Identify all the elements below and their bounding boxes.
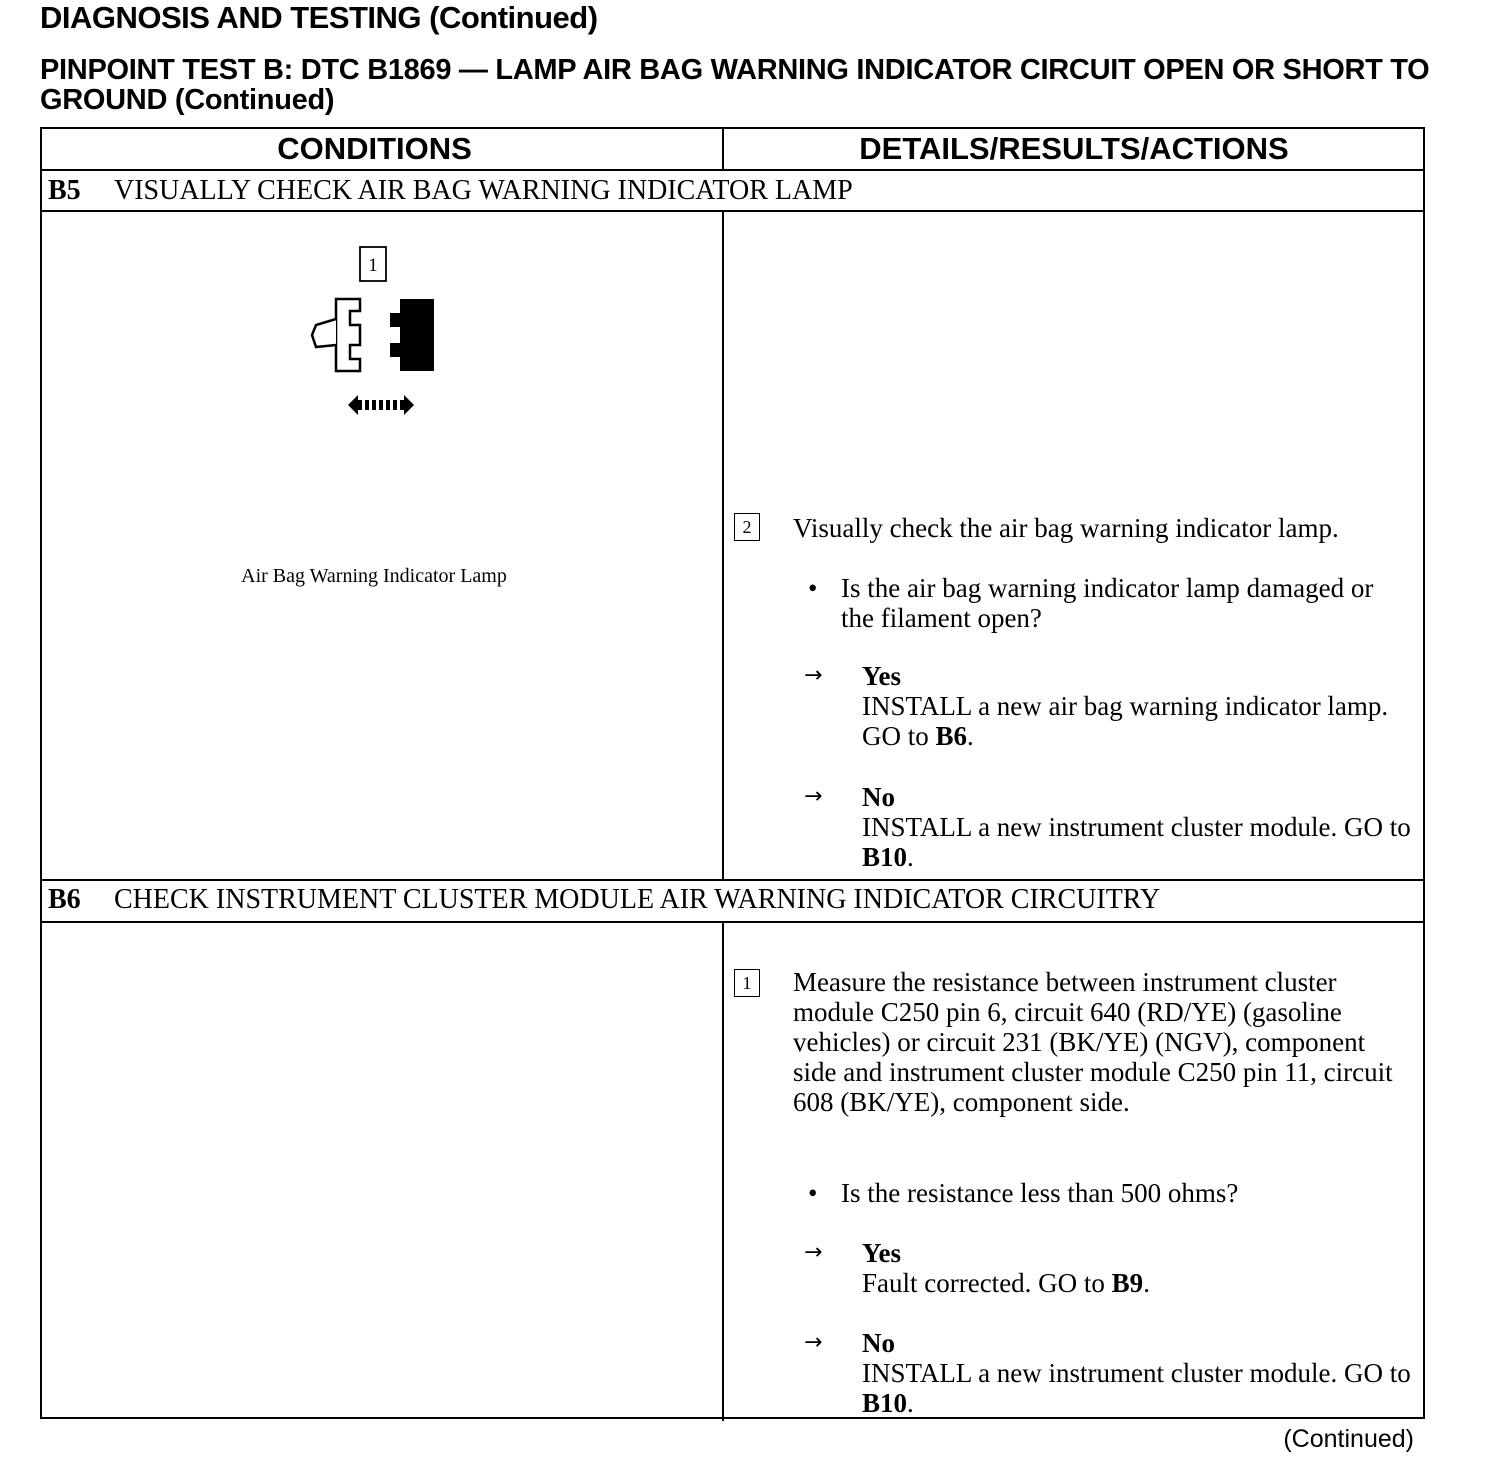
action-number-box: 2 bbox=[734, 513, 760, 541]
step-title: CHECK INSTRUMENT CLUSTER MODULE AIR WARNING INDICATOR CIRCUITRY bbox=[114, 884, 1161, 915]
arrow-left-icon bbox=[348, 395, 358, 415]
result-label: No bbox=[862, 782, 895, 812]
action-text: Measure the resistance between instrument cluster module C250 pin 6, circuit 640 (RD/YE) (gasoline vehicles) or circuit 231 (BK/YE) (NGV), component side and instrument cluster module C250 pin 11, circuit 608 (BK/YE), component side. bbox=[793, 967, 1393, 1117]
column-header-conditions: CONDITIONS bbox=[277, 131, 472, 166]
arrow-right-icon: → bbox=[804, 1330, 823, 1355]
action-text: Visually check the air bag warning indicator lamp. bbox=[793, 513, 1339, 543]
column-divider bbox=[722, 921, 724, 1421]
result-text bbox=[862, 1268, 1412, 1298]
row-divider bbox=[42, 169, 1423, 171]
question-text: Is the resistance less than 500 ohms? bbox=[841, 1178, 1239, 1208]
callout-number: 1 bbox=[368, 255, 378, 276]
illustration-caption: Air Bag Warning Indicator Lamp bbox=[241, 565, 507, 587]
result-yes bbox=[862, 661, 1412, 751]
goto-step: B9 bbox=[1111, 1268, 1144, 1298]
goto-step: B6 bbox=[935, 721, 968, 751]
arrow-right-icon: → bbox=[804, 1240, 823, 1265]
column-divider bbox=[722, 210, 724, 879]
page-title: DIAGNOSIS AND TESTING (Continued) bbox=[40, 0, 598, 35]
step-title: VISUALLY CHECK AIR BAG WARNING INDICATOR LAMP bbox=[114, 175, 853, 206]
period: . bbox=[967, 721, 974, 751]
result-text bbox=[862, 691, 1412, 751]
goto-step: B10 bbox=[862, 842, 908, 872]
result-action: INSTALL a new instrument cluster module. GO to bbox=[862, 1358, 1411, 1388]
connector-shape bbox=[390, 299, 434, 371]
result-text bbox=[862, 812, 1412, 872]
result-no bbox=[862, 782, 1412, 872]
arrow-right-icon bbox=[404, 395, 414, 415]
result-label: Yes bbox=[862, 1238, 901, 1268]
arrow-right-icon: → bbox=[804, 663, 823, 688]
bullet-icon: • bbox=[808, 573, 818, 603]
result-action: INSTALL a new instrument cluster module. GO to bbox=[862, 812, 1411, 842]
bullet-icon: • bbox=[808, 1178, 818, 1208]
step-id: B6 bbox=[48, 884, 81, 915]
column-header-details: DETAILS/RESULTS/ACTIONS bbox=[859, 131, 1289, 166]
result-yes bbox=[862, 1238, 1412, 1298]
result-action: Fault corrected. GO to bbox=[862, 1268, 1112, 1298]
lamp-connector-diagram bbox=[310, 255, 440, 551]
step-header-b6 bbox=[48, 884, 1160, 916]
question-text: Is the air bag warning indicator lamp damaged or the filament open? bbox=[841, 573, 1374, 633]
row-divider bbox=[42, 921, 1423, 923]
goto-step: B10 bbox=[862, 1388, 908, 1418]
step-id: B5 bbox=[48, 175, 81, 206]
period: . bbox=[1143, 1268, 1150, 1298]
result-label: Yes bbox=[862, 661, 901, 691]
arrow-right-icon: → bbox=[804, 784, 823, 809]
pinpoint-test-table bbox=[40, 127, 1425, 1419]
row-divider bbox=[42, 210, 1423, 212]
row-divider bbox=[42, 879, 1423, 881]
result-action: INSTALL a new air bag warning indicator lamp. GO to bbox=[862, 691, 1389, 751]
bulb-socket-shape bbox=[336, 299, 360, 371]
result-no bbox=[862, 1328, 1412, 1418]
step-header-b5 bbox=[48, 175, 853, 207]
pinpoint-test-title: PINPOINT TEST B: DTC B1869 — LAMP AIR BAG WARNING INDICATOR CIRCUIT OPEN OR SHORT TO GROUND (Continued) bbox=[40, 54, 1430, 116]
bulb-tab-shape bbox=[312, 319, 336, 347]
period: . bbox=[907, 1388, 914, 1418]
result-text bbox=[862, 1358, 1412, 1418]
period: . bbox=[907, 842, 914, 872]
action-number-box: 1 bbox=[734, 969, 760, 997]
result-label: No bbox=[862, 1328, 895, 1358]
continued-note: (Continued) bbox=[1283, 1425, 1414, 1453]
